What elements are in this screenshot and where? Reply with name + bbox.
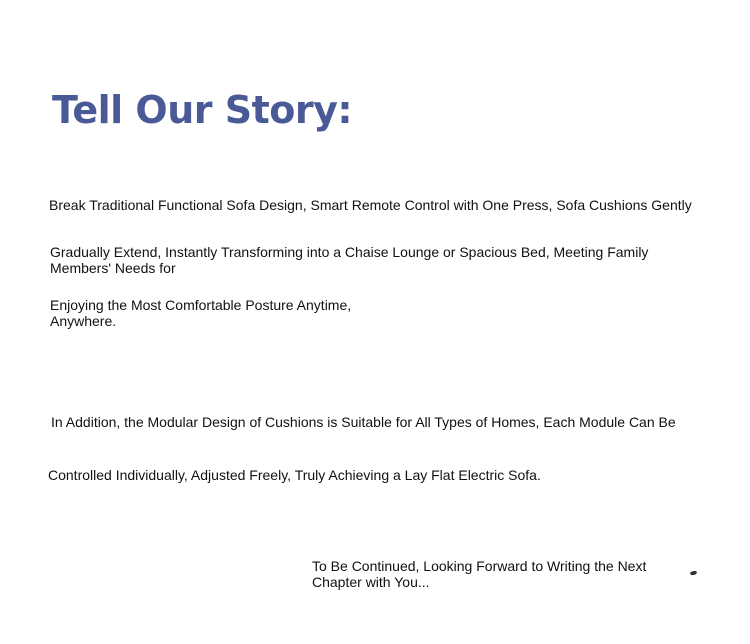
story-paragraph-5: Controlled Individually, Adjusted Freely, Truly Achieving a Lay Flat Electric Sofa. (48, 467, 541, 483)
page-title: Tell Our Story: (52, 88, 353, 132)
story-paragraph-3: Enjoying the Most Comfortable Posture Anytime, Anywhere. (50, 297, 352, 329)
story-paragraph-1: Break Traditional Functional Sofa Design, Smart Remote Control with One Press, Sofa Cushions Gently (49, 197, 692, 213)
story-paragraph-4: In Addition, the Modular Design of Cushions is Suitable for All Types of Homes, Each Module Can Be (51, 414, 676, 430)
closing-paragraph: To Be Continued, Looking Forward to Writing the Next Chapter with You... (312, 558, 647, 590)
story-paragraph-2: Gradually Extend, Instantly Transforming into a Chaise Lounge or Spacious Bed, Meeting Family Members' Needs for (50, 244, 649, 276)
decorative-dot-icon (690, 570, 698, 576)
